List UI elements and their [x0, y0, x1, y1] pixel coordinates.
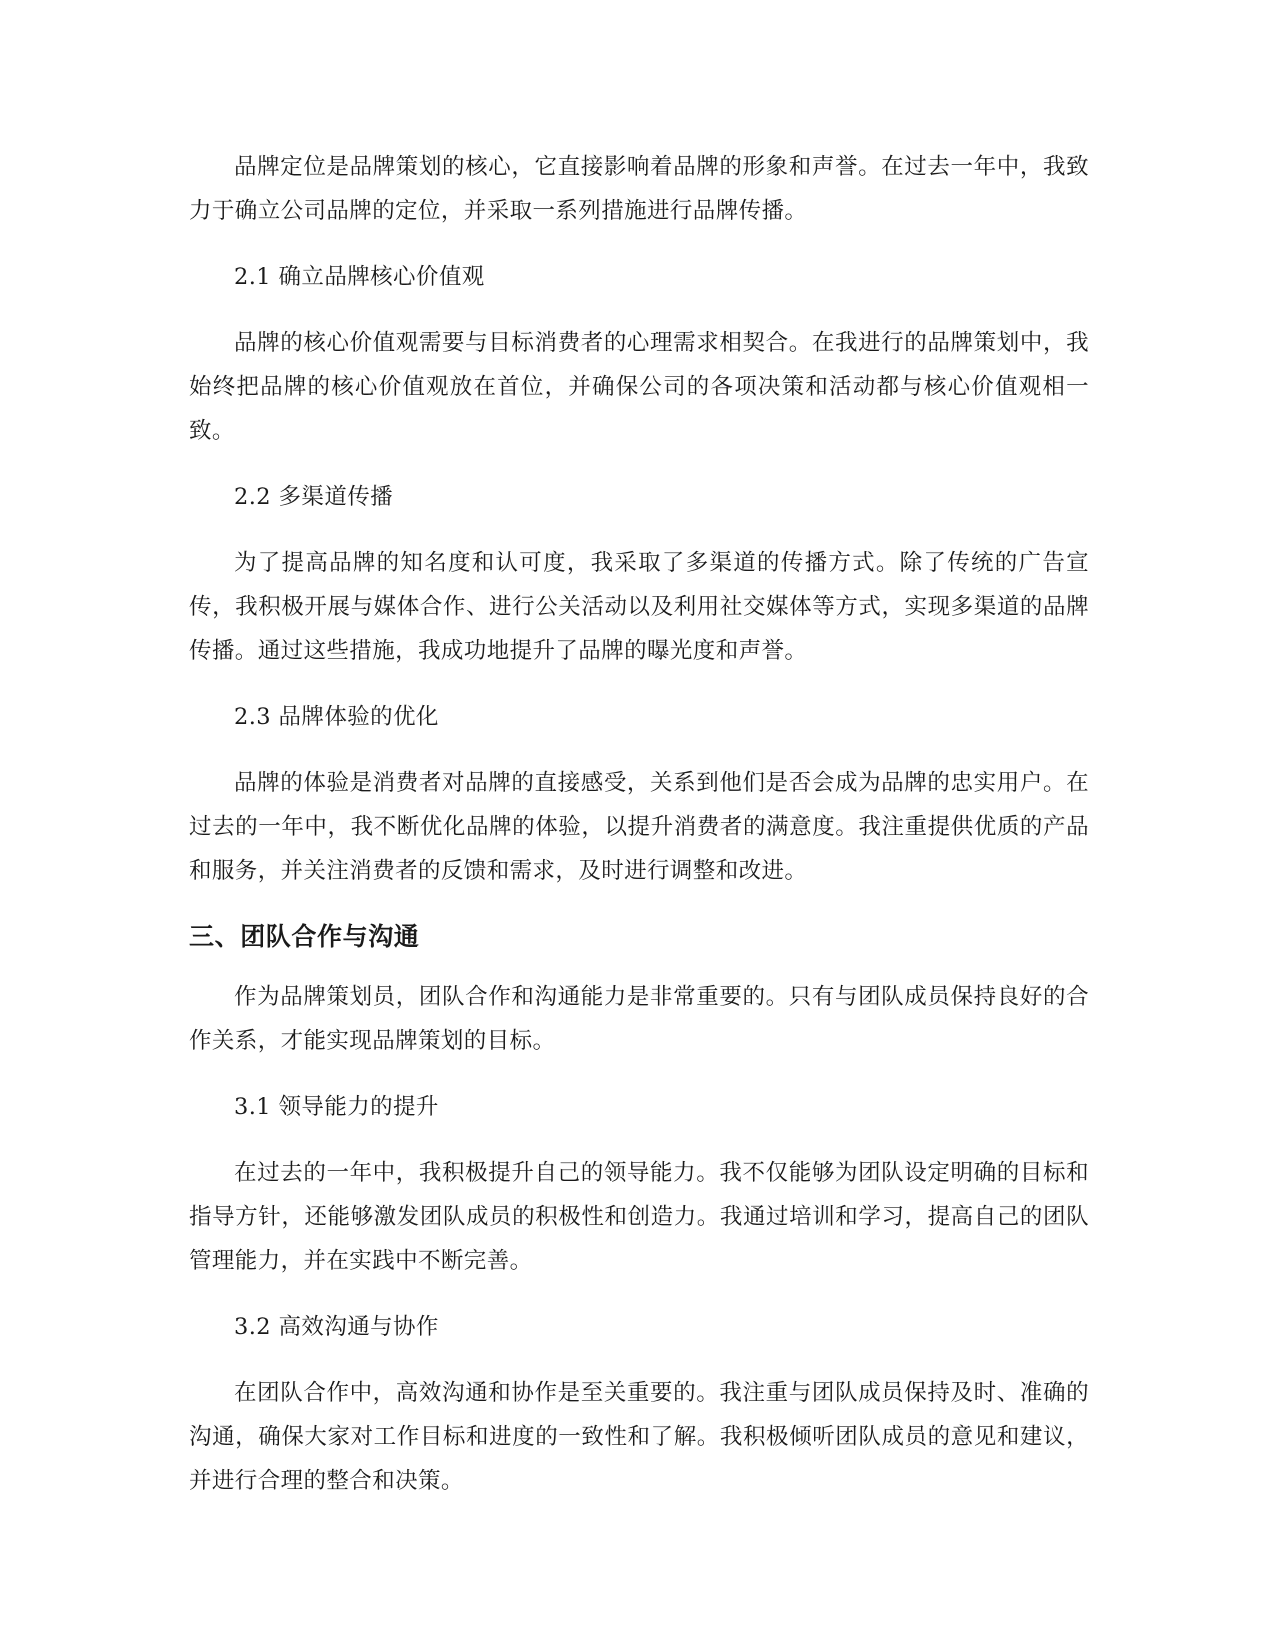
document-body [189, 145, 1089, 1525]
paragraph-2-3: 品牌的体验是消费者对品牌的直接感受，关系到他们是否会成为品牌的忠实用户。在过去的一年中，我不断优化品牌的体验，以提升消费者的满意度。我注重提供优质的产品和服务，并关注消费者的反馈和需求，及时进行调整和改进。 [189, 770, 1089, 884]
paragraph-2-2: 为了提高品牌的知名度和认可度，我采取了多渠道的传播方式。除了传统的广告宣传，我积极开展与媒体合作、进行公关活动以及利用社交媒体等方式，实现多渠道的品牌传播。通过这些措施，我成功地提升了品牌的曝光度和声誉。 [189, 550, 1089, 664]
section-3-title: 三、团队合作与沟通 [189, 922, 420, 951]
subheading-2-1: 2.1 确立品牌核心价值观 [234, 264, 485, 290]
subheading-3-2: 3.2 高效沟通与协作 [234, 1314, 439, 1340]
subheading-3-1: 3.1 领导能力的提升 [234, 1094, 439, 1120]
paragraph-2-1: 品牌的核心价值观需要与目标消费者的心理需求相契合。在我进行的品牌策划中，我始终把品牌的核心价值观放在首位，并确保公司的各项决策和活动都与核心价值观相一致。 [189, 330, 1089, 444]
subheading-2-2: 2.2 多渠道传播 [234, 484, 394, 510]
subheading-2-3: 2.3 品牌体验的优化 [234, 704, 439, 730]
paragraph-3-2: 在团队合作中，高效沟通和协作是至关重要的。我注重与团队成员保持及时、准确的沟通，确保大家对工作目标和进度的一致性和了解。我积极倾听团队成员的意见和建议，并进行合理的整合和决策。 [189, 1380, 1089, 1494]
paragraph-3-1: 在过去的一年中，我积极提升自己的领导能力。我不仅能够为团队设定明确的目标和指导方针，还能够激发团队成员的积极性和创造力。我通过培训和学习，提高自己的团队管理能力，并在实践中不断完善。 [189, 1160, 1089, 1274]
section-3-intro-paragraph: 作为品牌策划员，团队合作和沟通能力是非常重要的。只有与团队成员保持良好的合作关系，才能实现品牌策划的目标。 [189, 984, 1089, 1054]
intro-paragraph: 品牌定位是品牌策划的核心，它直接影响着品牌的形象和声誉。在过去一年中，我致力于确立公司品牌的定位，并采取一系列措施进行品牌传播。 [189, 154, 1089, 224]
